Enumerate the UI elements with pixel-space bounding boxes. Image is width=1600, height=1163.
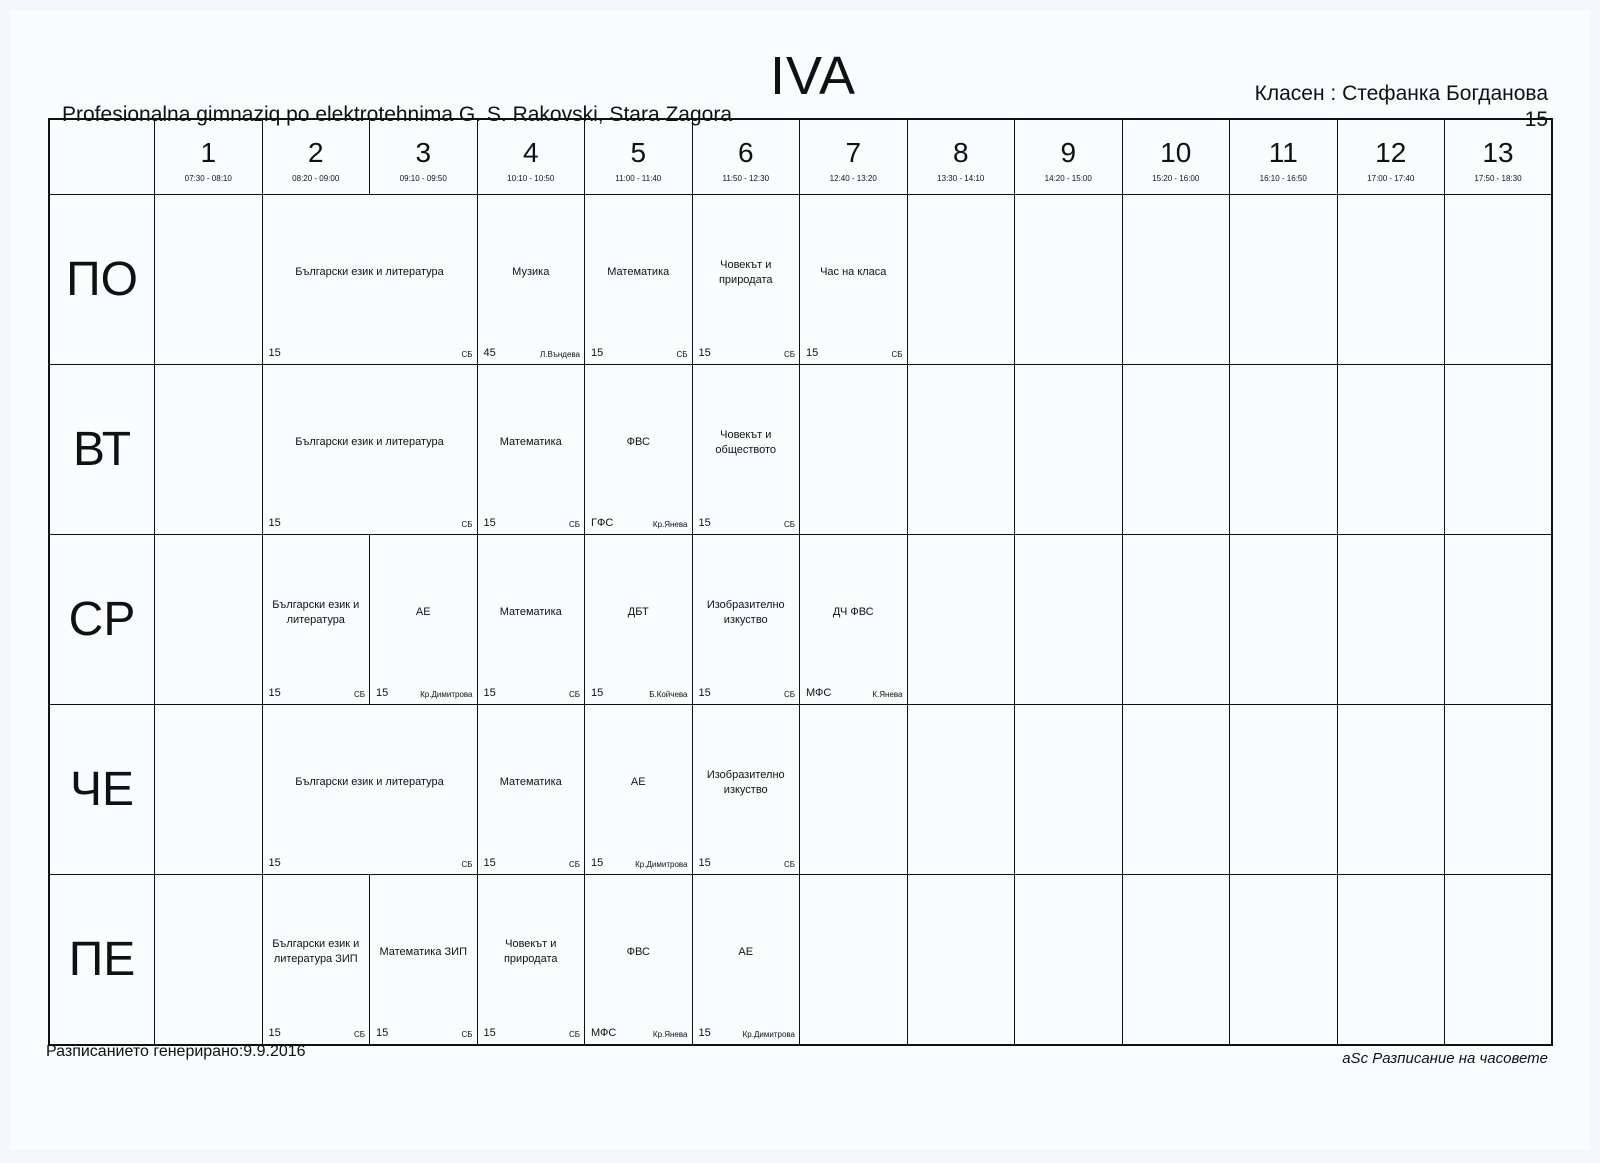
lesson-subject: Изобразително изкуство: [706, 768, 785, 796]
lesson-subject: ФВС: [626, 436, 650, 448]
lesson-room: 45: [483, 347, 496, 359]
empty-cell: [907, 875, 1015, 1045]
lesson-teacher: СБ: [568, 520, 580, 529]
lesson-subject: АЕ: [630, 776, 646, 788]
lesson-cell: [692, 195, 800, 365]
day-label: ВТ: [49, 365, 155, 535]
lesson-cell: [262, 535, 370, 705]
period-time: 10:10 - 10:50: [507, 173, 555, 183]
class-teacher: Класен : Стефанка Богданова: [1254, 82, 1548, 105]
lesson-cell: [370, 875, 478, 1045]
period-header: [800, 119, 908, 195]
period-number: 1: [200, 136, 217, 168]
lesson-subject: Математика ЗИП: [379, 945, 467, 958]
lesson-cell: [262, 875, 370, 1045]
period-time: 11:00 - 11:40: [615, 173, 662, 183]
lesson-room: 15: [376, 1026, 389, 1039]
period-time: 11:50 - 12:30: [722, 173, 770, 183]
period-header: [477, 119, 585, 195]
day-row: [49, 875, 1552, 1045]
lesson-cell: [800, 195, 908, 365]
software-brand: aSc Разписание на часовете: [1342, 1050, 1548, 1067]
lesson-subject: ФВС: [626, 945, 650, 958]
lesson-cell: [585, 705, 693, 875]
period-number: 3: [415, 136, 432, 168]
lesson-cell: [585, 365, 693, 535]
empty-cell: [1445, 875, 1553, 1045]
lesson-room: 15: [483, 1026, 496, 1039]
generated-date: Разписанието генерирано:9.9.2016: [46, 1043, 306, 1060]
lesson-teacher: Кр.Димитрова: [635, 860, 688, 869]
lesson-subject: Математика: [499, 606, 562, 618]
lesson-room: МФС: [591, 1026, 617, 1039]
period-time: 08:20 - 09:00: [292, 173, 340, 183]
class-title: IVA: [770, 46, 857, 106]
lesson-room: 15: [698, 857, 711, 869]
lesson-room: МФС: [806, 687, 832, 699]
lesson-teacher: Кр.Янева: [652, 520, 688, 529]
period-header: [1230, 119, 1338, 195]
period-time: 17:50 - 18:30: [1474, 173, 1522, 183]
period-header: [907, 119, 1015, 195]
empty-cell: [800, 705, 908, 875]
lesson-room: 15: [268, 347, 281, 359]
empty-cell: [155, 535, 263, 705]
lesson-subject: ДБТ: [627, 606, 649, 618]
lesson-cell: [477, 195, 585, 365]
lesson-room: 15: [591, 347, 604, 359]
period-time: 17:00 - 17:40: [1367, 173, 1415, 183]
empty-cell: [1015, 705, 1123, 875]
lesson-room: 15: [698, 687, 711, 699]
lesson-cell: [800, 535, 908, 705]
period-time: 14:20 - 15:00: [1044, 173, 1092, 183]
empty-cell: [1015, 535, 1123, 705]
empty-cell: [1230, 365, 1338, 535]
empty-cell: [155, 875, 263, 1045]
empty-cell: [907, 195, 1015, 365]
lesson-subject: АЕ: [738, 945, 754, 958]
period-header: [1337, 119, 1445, 195]
lesson-teacher: Кр.Димитрова: [420, 690, 473, 699]
lesson-room: 15: [591, 857, 604, 869]
empty-cell: [155, 705, 263, 875]
lesson-teacher: СБ: [783, 690, 795, 699]
lesson-cell: [477, 705, 585, 875]
lesson-room: ГФС: [591, 517, 614, 529]
empty-cell: [155, 195, 263, 365]
lesson-cell: [262, 365, 477, 535]
empty-cell: [1015, 195, 1123, 365]
lesson-cell: [477, 875, 585, 1045]
empty-cell: [1445, 365, 1553, 535]
empty-cell: [907, 535, 1015, 705]
lesson-subject: Математика: [499, 776, 562, 788]
period-header: [1015, 119, 1123, 195]
period-number: 5: [630, 136, 647, 168]
day-label: ПО: [49, 195, 155, 365]
empty-cell: [907, 365, 1015, 535]
lesson-teacher: СБ: [461, 860, 473, 869]
lesson-room: 15: [698, 517, 711, 529]
lesson-subject: Български език и литература: [295, 776, 444, 788]
lesson-subject: АЕ: [415, 606, 431, 618]
period-header: [585, 119, 693, 195]
lesson-teacher: Кр.Янева: [652, 1029, 688, 1039]
lesson-subject: Български език и литература: [295, 266, 444, 278]
empty-cell: [1122, 875, 1230, 1045]
period-number: 2: [307, 136, 324, 168]
period-number: 8: [952, 136, 969, 168]
period-number: 13: [1482, 136, 1514, 168]
period-time: 12:40 - 13:20: [829, 173, 877, 183]
empty-cell: [1445, 535, 1553, 705]
empty-cell: [1122, 535, 1230, 705]
lesson-subject: Български език и литература: [272, 598, 360, 626]
lesson-subject: Музика: [512, 266, 550, 278]
period-header: [155, 119, 263, 195]
lesson-room: 15: [483, 517, 496, 529]
period-time: 09:10 - 09:50: [399, 173, 447, 183]
period-number: 11: [1268, 136, 1298, 168]
lesson-room: 15: [806, 347, 819, 359]
lesson-teacher: СБ: [568, 1029, 580, 1039]
empty-cell: [1337, 705, 1445, 875]
lesson-teacher: СБ: [568, 860, 580, 869]
lesson-cell: [370, 535, 478, 705]
period-time: 07:30 - 08:10: [184, 173, 232, 183]
period-header: [262, 119, 370, 195]
period-number: 10: [1160, 136, 1192, 168]
lesson-subject: Човекът и обществото: [715, 428, 777, 456]
period-header-row: [49, 119, 1552, 195]
empty-cell: [155, 365, 263, 535]
lesson-subject: Български език и литература ЗИП: [272, 938, 360, 966]
empty-cell: [1337, 875, 1445, 1045]
day-row: [49, 705, 1552, 875]
lesson-teacher: Б.Койчева: [649, 690, 688, 699]
lesson-subject: Български език и литература: [295, 436, 444, 448]
empty-cell: [1230, 535, 1338, 705]
lesson-cell: [262, 195, 477, 365]
lesson-room: 15: [483, 857, 496, 869]
empty-cell: [1337, 365, 1445, 535]
lesson-teacher: СБ: [461, 350, 473, 359]
empty-cell: [800, 365, 908, 535]
empty-cell: [1230, 195, 1338, 365]
lesson-teacher: СБ: [783, 860, 795, 869]
lesson-teacher: СБ: [353, 1029, 365, 1039]
lesson-room: 15: [268, 1026, 281, 1039]
lesson-cell: [692, 365, 800, 535]
empty-cell: [1015, 365, 1123, 535]
lesson-subject: Математика: [607, 266, 670, 278]
empty-cell: [1122, 365, 1230, 535]
lesson-teacher: СБ: [783, 520, 795, 529]
lesson-teacher: К.Янева: [872, 690, 903, 699]
lesson-room: 15: [268, 857, 281, 869]
period-number: 7: [845, 136, 862, 168]
lesson-cell: [692, 535, 800, 705]
lesson-room: 15: [698, 1026, 711, 1039]
lesson-teacher: СБ: [353, 690, 365, 699]
period-header: [1122, 119, 1230, 195]
lesson-subject: Човекът и природата: [718, 258, 773, 286]
lesson-subject: Изобразително изкуство: [706, 598, 785, 626]
lesson-cell: [585, 875, 693, 1045]
period-time: 13:30 - 14:10: [937, 173, 985, 183]
empty-cell: [907, 705, 1015, 875]
lesson-cell: [692, 875, 800, 1045]
lesson-teacher: СБ: [461, 520, 473, 529]
empty-cell: [1445, 195, 1553, 365]
day-label: СР: [49, 535, 155, 705]
lesson-room: 15: [698, 347, 711, 359]
day-label: ПЕ: [49, 875, 155, 1045]
lesson-teacher: СБ: [891, 350, 903, 359]
empty-cell: [1337, 195, 1445, 365]
period-number: 6: [737, 136, 754, 168]
empty-cell: [1230, 875, 1338, 1045]
page-number: 15: [1524, 108, 1548, 131]
lesson-teacher: СБ: [783, 350, 795, 359]
period-number: 4: [522, 136, 539, 168]
corner-cell: [49, 119, 155, 195]
lesson-subject: Човекът и природата: [503, 938, 558, 966]
lesson-cell: [477, 365, 585, 535]
period-number: 9: [1060, 136, 1077, 168]
period-time: 15:20 - 16:00: [1152, 173, 1200, 183]
day-row: [49, 535, 1552, 705]
lesson-subject: Математика: [499, 436, 562, 448]
lesson-subject: Час на класа: [820, 266, 887, 278]
lesson-teacher: СБ: [676, 350, 688, 359]
lesson-teacher: СБ: [568, 690, 580, 699]
timetable-grid: [48, 118, 1553, 1046]
day-row: [49, 365, 1552, 535]
lesson-cell: [585, 535, 693, 705]
empty-cell: [1122, 705, 1230, 875]
empty-cell: [1015, 875, 1123, 1045]
lesson-room: 15: [376, 687, 389, 699]
period-header: [370, 119, 478, 195]
lesson-cell: [477, 535, 585, 705]
lesson-subject: ДЧ ФВС: [832, 606, 874, 618]
empty-cell: [1122, 195, 1230, 365]
day-row: [49, 195, 1552, 365]
period-time: 16:10 - 16:50: [1259, 173, 1307, 183]
lesson-room: 15: [483, 687, 496, 699]
lesson-room: 15: [591, 687, 604, 699]
period-number: 12: [1375, 136, 1407, 168]
period-header: [692, 119, 800, 195]
lesson-room: 15: [268, 517, 281, 529]
empty-cell: [1230, 705, 1338, 875]
day-label: ЧЕ: [49, 705, 155, 875]
lesson-room: 15: [268, 687, 281, 699]
school-name: Profesionalna gimnaziq po elektrotehnima G. S. Rakovski, Stara Zagora: [62, 103, 733, 126]
empty-cell: [1337, 535, 1445, 705]
lesson-teacher: СБ: [461, 1029, 473, 1039]
lesson-teacher: Л.Въндева: [540, 350, 580, 359]
empty-cell: [1445, 705, 1553, 875]
lesson-teacher: Кр.Димитрова: [742, 1029, 795, 1039]
period-header: [1445, 119, 1553, 195]
empty-cell: [800, 875, 908, 1045]
lesson-cell: [585, 195, 693, 365]
lesson-cell: [692, 705, 800, 875]
lesson-cell: [262, 705, 477, 875]
timetable-body: [49, 195, 1552, 1045]
